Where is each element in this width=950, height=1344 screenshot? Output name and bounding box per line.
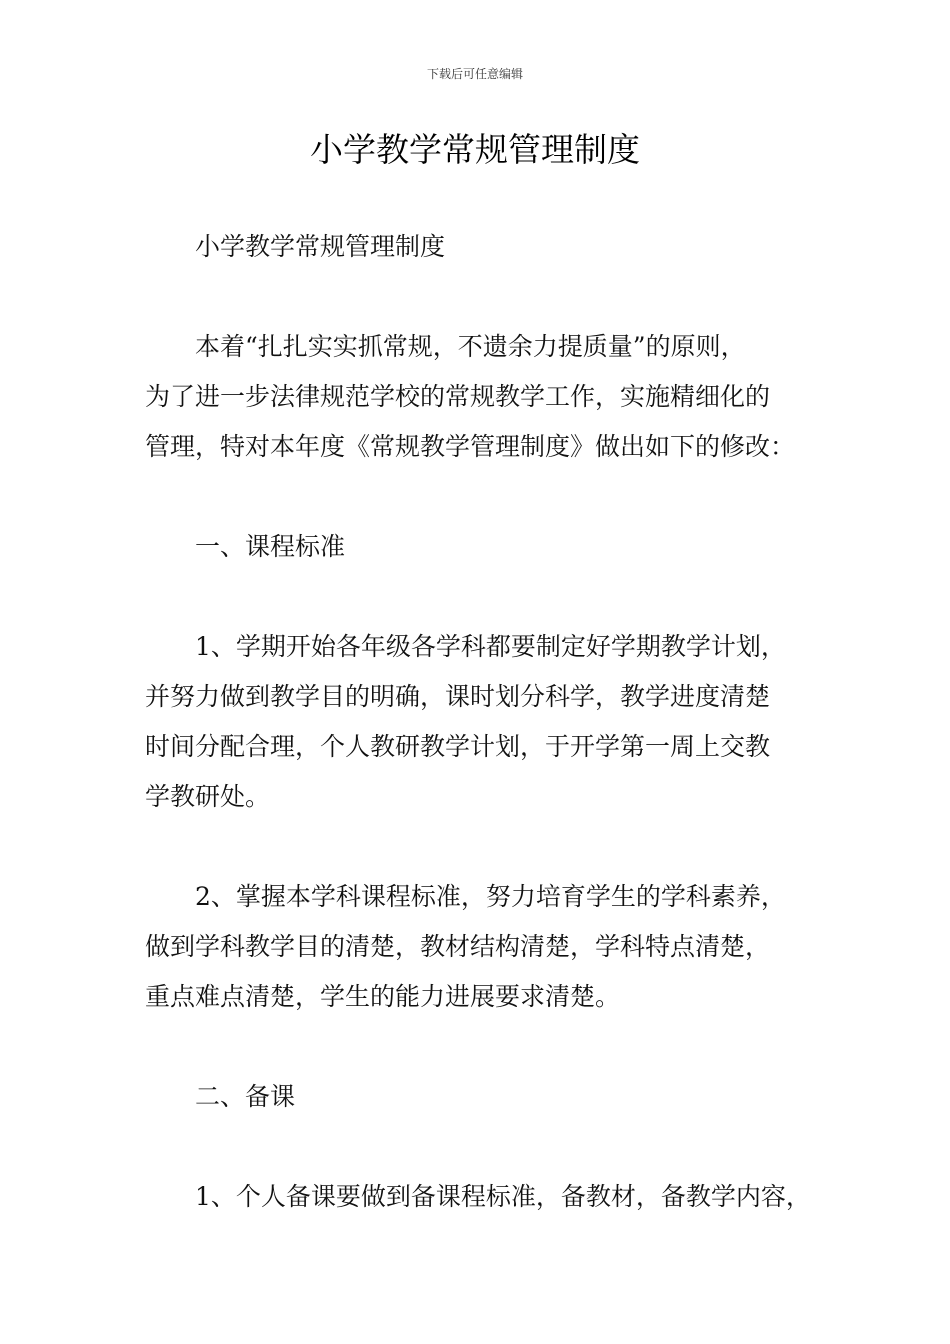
document-title: 小学教学常规管理制度: [310, 130, 640, 169]
header-note: 下载后可任意编辑: [426, 67, 523, 81]
paragraph-curriculum-2: 2、掌握本学科课程标准，努力培育学生的学科素养， 做到学科教学目的清楚，教材结构清楚，学科特点清楚， 重点难点清楚，学生的能力进展要求清楚。: [145, 882, 786, 1011]
paragraph-intro: 本着“扎扎实实抓常规，不遗余力提质量”的原则， 为了进一步法律规范学校的常规教学工作，实施精细化的 管理，特对本年度《常规教学管理制度》做出如下的修改：: [145, 332, 796, 461]
paragraph-curriculum-1: 1、学期开始各年级各学科都要制定好学期教学计划， 并努力做到教学目的明确，课时划分科学，教学进度清楚 时间分配合理，个人教研教学计划，于开学第一周上交教 学教研处。: [145, 632, 786, 811]
paragraph-subtitle: 小学教学常规管理制度: [195, 232, 446, 261]
paragraph-lesson-prep-1: 1、个人备课要做到备课程标准，备教材，备教学内容，: [195, 1182, 811, 1211]
section-heading-lesson-prep: 二、备课: [195, 1082, 296, 1111]
section-heading-curriculum: 一、课程标准: [195, 532, 346, 561]
document-body: [145, 222, 820, 1272]
